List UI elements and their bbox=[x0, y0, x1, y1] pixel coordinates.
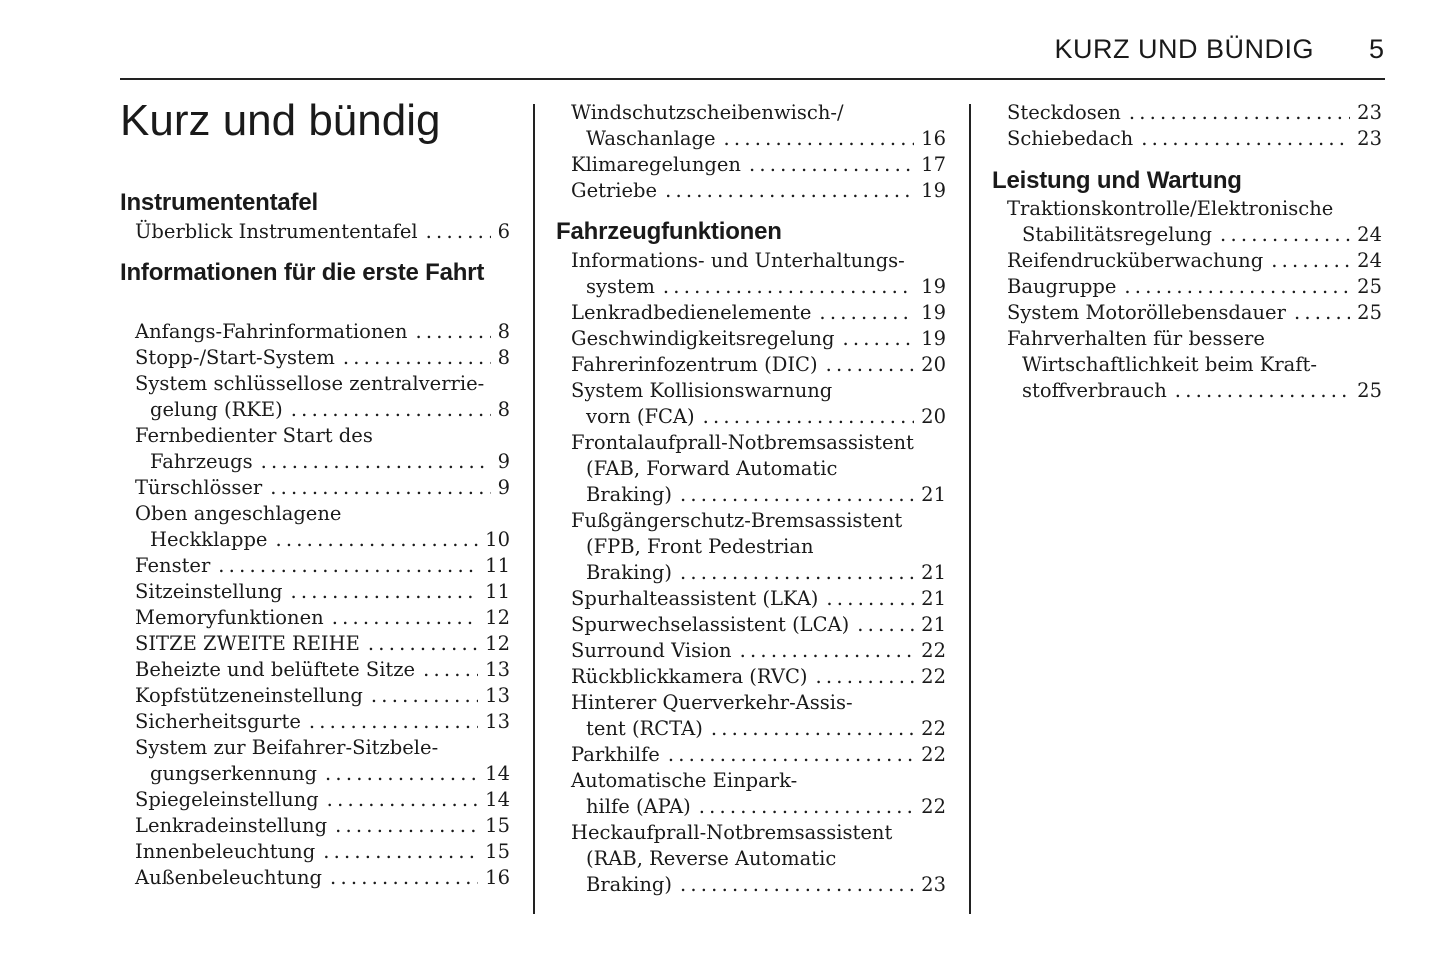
toc-entry-text: Innenbeleuchtung bbox=[135, 840, 316, 863]
toc-entry[interactable] bbox=[135, 553, 510, 579]
toc-entry-text: (FAB, Forward Automatic bbox=[586, 457, 838, 480]
toc-entry[interactable] bbox=[571, 352, 946, 378]
dot-leader bbox=[703, 404, 915, 430]
toc-entry-page: 17 bbox=[921, 153, 946, 176]
toc-entry-page: 9 bbox=[497, 476, 510, 499]
toc-entry-page: 15 bbox=[485, 840, 510, 863]
toc-entry-page: 13 bbox=[485, 710, 510, 733]
dot-leader bbox=[711, 716, 914, 742]
toc-entry-page: 16 bbox=[485, 866, 510, 889]
toc-entry-page: 10 bbox=[485, 528, 510, 551]
dot-leader bbox=[332, 605, 478, 631]
toc-entry-text: System schlüssellose zentralverrie- bbox=[135, 372, 485, 395]
toc-entry[interactable] bbox=[571, 430, 946, 508]
dot-leader bbox=[740, 638, 915, 664]
toc-entry-page: 22 bbox=[921, 665, 946, 688]
toc-entry-text: Waschanlage bbox=[586, 127, 716, 150]
toc-entry-page: 14 bbox=[485, 788, 510, 811]
dot-leader bbox=[1294, 300, 1350, 326]
toc-entry-text: Kopfstützeneinstellung bbox=[135, 684, 363, 707]
toc-entry[interactable] bbox=[135, 865, 510, 891]
toc-entry-page: 8 bbox=[497, 320, 510, 343]
toc-entry-page: 19 bbox=[921, 275, 946, 298]
toc-entry-page: 11 bbox=[485, 554, 510, 577]
toc-entry-text: Fenster bbox=[135, 554, 211, 577]
toc-entry-text: Lenkradbedienelemente bbox=[571, 301, 812, 324]
toc-entry[interactable] bbox=[1007, 100, 1382, 126]
toc-entry-text: system bbox=[586, 275, 655, 298]
toc-entry-text: Wirtschaftlichkeit beim Kraft- bbox=[1022, 353, 1317, 376]
toc-entry[interactable] bbox=[571, 100, 946, 152]
toc-entry-page: 13 bbox=[485, 684, 510, 707]
toc-entry-text: gelung (RKE) bbox=[150, 398, 283, 421]
dot-leader bbox=[1220, 222, 1350, 248]
toc-entry-text: System Motoröllebensdauer bbox=[1007, 301, 1286, 324]
toc-entry-page: 12 bbox=[485, 632, 510, 655]
toc-entry-text: Sicherheitsgurte bbox=[135, 710, 301, 733]
page-number: 5 bbox=[1368, 34, 1384, 64]
toc-entry[interactable] bbox=[1007, 274, 1382, 300]
toc-entry[interactable] bbox=[571, 768, 946, 820]
toc-entry[interactable] bbox=[135, 735, 510, 787]
column-divider bbox=[533, 104, 535, 914]
column-divider bbox=[969, 104, 971, 914]
toc-entry[interactable] bbox=[135, 219, 510, 245]
toc-entry-page: 19 bbox=[921, 327, 946, 350]
toc-entry[interactable] bbox=[571, 378, 946, 430]
dot-leader bbox=[309, 709, 478, 735]
toc-entry-page: 21 bbox=[921, 561, 946, 584]
toc-entry-text: Überblick Instrumententafel bbox=[135, 220, 418, 243]
dot-leader bbox=[330, 865, 478, 891]
toc-entry[interactable] bbox=[1007, 126, 1382, 152]
dot-leader bbox=[325, 761, 478, 787]
toc-entry-text: Beheizte und belüftete Sitze bbox=[135, 658, 416, 681]
toc-entry[interactable] bbox=[135, 787, 510, 813]
toc-entry-text: Heckaufprall-Notbremsassistent bbox=[571, 821, 893, 844]
toc-entry-page: 9 bbox=[497, 450, 510, 473]
dot-leader bbox=[680, 482, 914, 508]
toc-entry-text: (FPB, Front Pedestrian bbox=[586, 535, 814, 558]
dot-leader bbox=[826, 352, 915, 378]
toc-entry[interactable] bbox=[135, 371, 510, 423]
toc-entry[interactable] bbox=[135, 501, 510, 553]
toc-entry-page: 8 bbox=[497, 398, 510, 421]
dot-leader bbox=[270, 475, 490, 501]
dot-leader bbox=[680, 560, 914, 586]
toc-entry-text: Baugruppe bbox=[1007, 275, 1117, 298]
dot-leader bbox=[323, 839, 478, 865]
toc-entry-text: Sitzeinstellung bbox=[135, 580, 283, 603]
toc-entry-page: 22 bbox=[921, 717, 946, 740]
toc-entry[interactable] bbox=[571, 690, 946, 742]
toc-entry-text: Frontalaufprall-Notbremsassistent bbox=[571, 431, 914, 454]
dot-leader bbox=[423, 657, 478, 683]
toc-entry-page: 13 bbox=[485, 658, 510, 681]
dot-leader bbox=[1129, 100, 1350, 126]
toc-entry-text: Spurwechselassistent (LCA) bbox=[571, 613, 850, 636]
toc-entry-page: 12 bbox=[485, 606, 510, 629]
toc-entry-page: 24 bbox=[1357, 249, 1382, 272]
section-heading: Fahrzeugfunktionen bbox=[556, 218, 782, 245]
running-header-title: KURZ UND BÜNDIG bbox=[1054, 34, 1314, 64]
toc-entry-page: 21 bbox=[921, 587, 946, 610]
dot-leader bbox=[1271, 248, 1350, 274]
toc-entry-page: 24 bbox=[1357, 223, 1382, 246]
toc-entry-text: (RAB, Reverse Automatic bbox=[586, 847, 837, 870]
section-heading: Informationen für die erste Fahrt bbox=[120, 259, 485, 286]
toc-entry[interactable] bbox=[571, 820, 946, 898]
dot-leader bbox=[668, 742, 914, 768]
toc-entry[interactable] bbox=[135, 605, 510, 631]
toc-entry-page: 25 bbox=[1357, 301, 1382, 324]
toc-entry-page: 15 bbox=[485, 814, 510, 837]
toc-entry-text: Spurhalteassistent (LKA) bbox=[571, 587, 819, 610]
dot-leader bbox=[291, 397, 491, 423]
toc-entry-page: 8 bbox=[497, 346, 510, 369]
toc-entry-text: Türschlösser bbox=[135, 476, 263, 499]
dot-leader bbox=[1141, 126, 1350, 152]
toc-entry-text: Getriebe bbox=[571, 179, 658, 202]
toc-entry-text: Oben angeschlagene bbox=[135, 502, 342, 525]
toc-entry[interactable] bbox=[1007, 300, 1382, 326]
dot-leader bbox=[218, 553, 478, 579]
dot-leader bbox=[371, 683, 478, 709]
toc-entry-text: hilfe (APA) bbox=[586, 795, 691, 818]
toc-entry-text: Stabilitätsregelung bbox=[1022, 223, 1213, 246]
toc-entry-text: Heckklappe bbox=[150, 528, 268, 551]
toc-entry[interactable] bbox=[135, 345, 510, 371]
dot-leader bbox=[1124, 274, 1350, 300]
toc-entry[interactable] bbox=[571, 742, 946, 768]
toc-entry-page: 19 bbox=[921, 179, 946, 202]
dot-leader bbox=[275, 527, 478, 553]
toc-entry[interactable] bbox=[571, 664, 946, 690]
toc-entry-text: Fernbedienter Start des bbox=[135, 424, 373, 447]
toc-entry[interactable] bbox=[135, 709, 510, 735]
toc-entry-text: Außenbeleuchtung bbox=[135, 866, 323, 889]
toc-entry-page: 23 bbox=[1357, 101, 1382, 124]
toc-entry-text: Memoryfunktionen bbox=[135, 606, 324, 629]
toc-entry-text: Fahrverhalten für bessere bbox=[1007, 327, 1265, 350]
toc-entry[interactable] bbox=[571, 612, 946, 638]
toc-entry-text: Informations- und Unterhaltungs- bbox=[571, 249, 905, 272]
dot-leader bbox=[261, 449, 491, 475]
dot-leader bbox=[665, 178, 914, 204]
toc-entry[interactable] bbox=[135, 657, 510, 683]
header-rule bbox=[120, 78, 1385, 80]
toc-entry[interactable] bbox=[135, 319, 510, 345]
toc-entry[interactable] bbox=[571, 248, 946, 300]
toc-entry[interactable] bbox=[135, 683, 510, 709]
toc-entry-text: Fahrerinfozentrum (DIC) bbox=[571, 353, 818, 376]
dot-leader bbox=[842, 326, 914, 352]
toc-entry-text: Reifendrucküberwachung bbox=[1007, 249, 1264, 272]
dot-leader bbox=[1175, 378, 1350, 404]
toc-entry[interactable] bbox=[135, 475, 510, 501]
toc-entry-text: System Kollisionswarnung bbox=[571, 379, 833, 402]
toc-entry-text: Klimaregelungen bbox=[571, 153, 741, 176]
dot-leader bbox=[680, 872, 914, 898]
toc-entry-text: Braking) bbox=[586, 873, 672, 896]
toc-entry-text: Schiebedach bbox=[1007, 127, 1134, 150]
toc-entry-page: 22 bbox=[921, 639, 946, 662]
toc-entry-text: stoffverbrauch bbox=[1022, 379, 1167, 402]
toc-entry-page: 21 bbox=[921, 483, 946, 506]
toc-entry-text: System zur Beifahrer-Sitzbele- bbox=[135, 736, 439, 759]
toc-entry-text: Hinterer Querverkehr-Assis- bbox=[571, 691, 853, 714]
toc-entry-text: Windschutzscheibenwisch-/ bbox=[571, 101, 844, 124]
toc-entry[interactable] bbox=[571, 152, 946, 178]
toc-entry[interactable] bbox=[135, 631, 510, 657]
toc-entry-text: SITZE ZWEITE REIHE bbox=[135, 632, 360, 655]
toc-entry[interactable] bbox=[135, 579, 510, 605]
toc-entry[interactable] bbox=[571, 586, 946, 612]
toc-entry-text: vorn (FCA) bbox=[586, 405, 695, 428]
toc-entry-page: 23 bbox=[1357, 127, 1382, 150]
section-heading: Leistung und Wartung bbox=[992, 167, 1242, 194]
toc-entry-text: Stopp-/Start-System bbox=[135, 346, 335, 369]
toc-entry-page: 16 bbox=[921, 127, 946, 150]
running-header bbox=[1040, 34, 1386, 70]
dot-leader bbox=[343, 345, 491, 371]
toc-entry-text: Automatische Einpark- bbox=[571, 769, 798, 792]
toc-entry[interactable] bbox=[571, 300, 946, 326]
toc-entry-text: Lenkradeinstellung bbox=[135, 814, 328, 837]
dot-leader bbox=[327, 787, 479, 813]
toc-entry-text: Parkhilfe bbox=[571, 743, 660, 766]
toc-entry-text: Spiegeleinstellung bbox=[135, 788, 319, 811]
toc-entry-text: Geschwindigkeitsregelung bbox=[571, 327, 835, 350]
dot-leader bbox=[819, 300, 914, 326]
toc-entry-text: Fußgängerschutz-Bremsassistent bbox=[571, 509, 903, 532]
toc-entry[interactable] bbox=[135, 423, 510, 475]
toc-entry-text: Braking) bbox=[586, 561, 672, 584]
toc-entry[interactable] bbox=[571, 178, 946, 204]
toc-entry-page: 19 bbox=[921, 301, 946, 324]
toc-entry[interactable] bbox=[135, 813, 510, 839]
toc-entry-text: tent (RCTA) bbox=[586, 717, 703, 740]
dot-leader bbox=[416, 319, 491, 345]
dot-leader bbox=[724, 126, 915, 152]
toc-entry-page: 23 bbox=[921, 873, 946, 896]
dot-leader bbox=[663, 274, 914, 300]
toc-entry-page: 6 bbox=[497, 220, 510, 243]
dot-leader bbox=[826, 586, 914, 612]
toc-entry[interactable] bbox=[571, 638, 946, 664]
toc-entry-text: Braking) bbox=[586, 483, 672, 506]
dot-leader bbox=[368, 631, 478, 657]
toc-entry[interactable] bbox=[1007, 326, 1382, 404]
toc-entry[interactable] bbox=[1007, 248, 1382, 274]
toc-entry-text: Traktionskontrolle/Elektronische bbox=[1007, 197, 1334, 220]
toc-entry-page: 21 bbox=[921, 613, 946, 636]
toc-entry-page: 14 bbox=[485, 762, 510, 785]
toc-entry[interactable] bbox=[571, 326, 946, 352]
toc-entry-text: Rückblickkamera (RVC) bbox=[571, 665, 808, 688]
toc-entry-text: Steckdosen bbox=[1007, 101, 1121, 124]
toc-entry[interactable] bbox=[1007, 196, 1382, 248]
toc-entry-page: 11 bbox=[485, 580, 510, 603]
dot-leader bbox=[749, 152, 914, 178]
dot-leader bbox=[426, 219, 491, 245]
dot-leader bbox=[291, 579, 479, 605]
toc-entry[interactable] bbox=[571, 508, 946, 586]
toc-entry-page: 20 bbox=[921, 353, 946, 376]
toc-entry-page: 25 bbox=[1357, 379, 1382, 402]
toc-entry[interactable] bbox=[135, 839, 510, 865]
toc-entry-text: Surround Vision bbox=[571, 639, 732, 662]
toc-entry-text: gungserkennung bbox=[150, 762, 318, 785]
dot-leader bbox=[816, 664, 915, 690]
dot-leader bbox=[699, 794, 914, 820]
page-title: Kurz und bündig bbox=[120, 96, 441, 145]
toc-entry-page: 25 bbox=[1357, 275, 1382, 298]
toc-entry-page: 20 bbox=[921, 405, 946, 428]
toc-entry-page: 22 bbox=[921, 743, 946, 766]
section-heading: Instrumententafel bbox=[120, 189, 318, 216]
dot-leader bbox=[857, 612, 914, 638]
toc-entry-page: 22 bbox=[921, 795, 946, 818]
toc-entry-text: Fahrzeugs bbox=[150, 450, 253, 473]
dot-leader bbox=[335, 813, 478, 839]
toc-entry-text: Anfangs-Fahrinformationen bbox=[135, 320, 408, 343]
